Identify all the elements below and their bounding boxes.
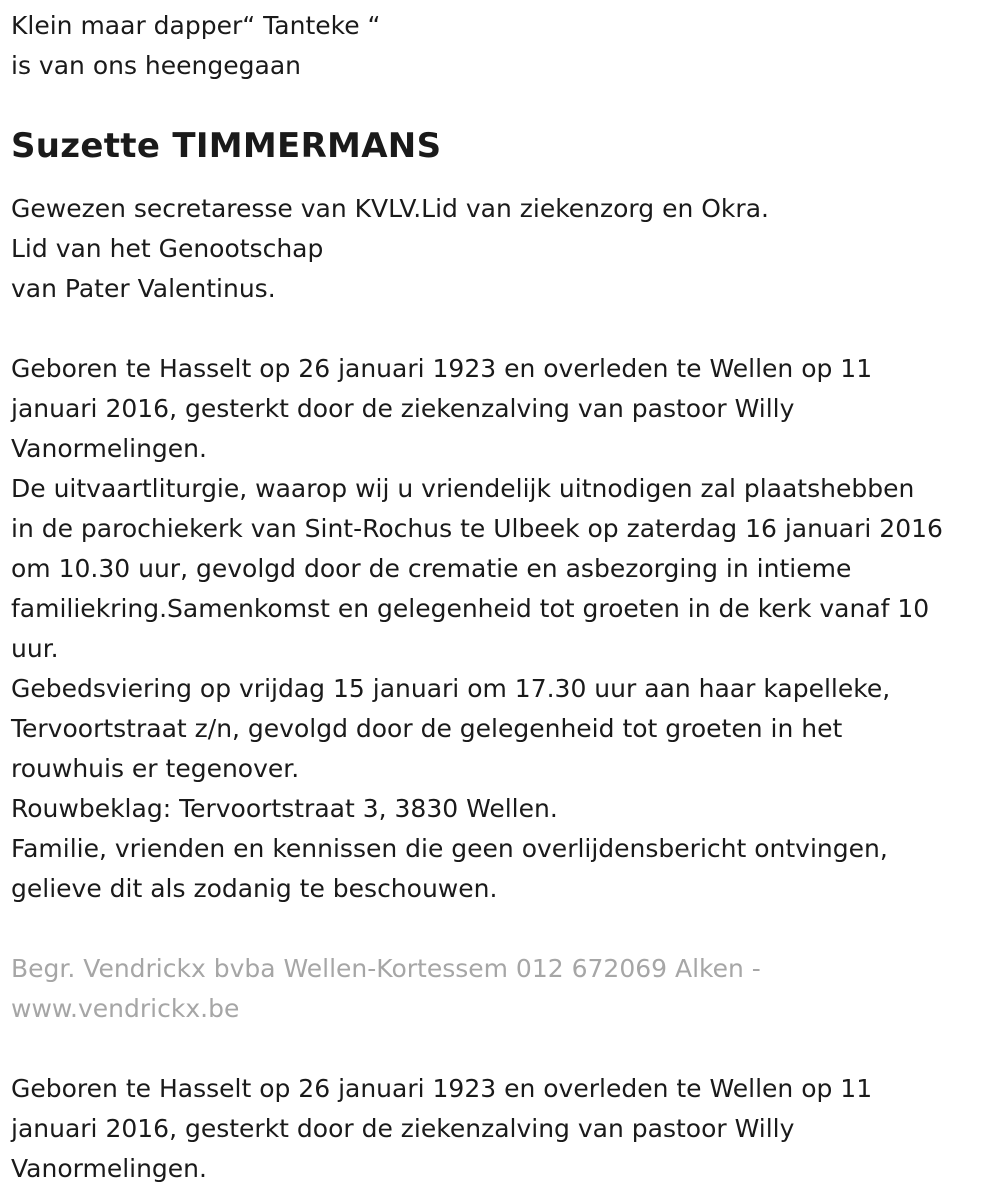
- funeral-home-section: [11, 949, 1000, 1029]
- repeat-line: Vanormelingen.: [11, 1153, 207, 1183]
- roles-section: [11, 189, 1000, 309]
- body-line: Geboren te Hasselt op 26 januari 1923 en overleden te Wellen op 11: [11, 353, 873, 383]
- role-line: van Pater Valentinus.: [11, 273, 276, 303]
- intro-section: [11, 6, 1000, 86]
- role-line: Gewezen secretaresse van KVLV.Lid van ziekenzorg en Okra.: [11, 193, 769, 223]
- repeat-line: Geboren te Hasselt op 26 januari 1923 en overleden te Wellen op 11: [11, 1073, 873, 1103]
- body-line: uur.: [11, 633, 59, 663]
- body-line: Tervoortstraat z/n, gevolgd door de gelegenheid tot groeten in het: [11, 713, 843, 743]
- body-line: rouwhuis er tegenover.: [11, 753, 300, 783]
- spacer: [11, 1029, 1000, 1069]
- body-line: Gebedsviering op vrijdag 15 januari om 17.30 uur aan haar kapelleke,: [11, 673, 891, 703]
- body-section: [11, 349, 1000, 909]
- body-line: in de parochiekerk van Sint-Rochus te Ulbeek op zaterdag 16 januari 2016: [11, 513, 943, 543]
- funeral-home-website: www.vendrickx.be: [11, 993, 240, 1023]
- spacer: [11, 909, 1000, 949]
- body-line: januari 2016, gesterkt door de ziekenzalving van pastoor Willy: [11, 393, 795, 423]
- intro-line: is van ons heengegaan: [11, 51, 301, 80]
- funeral-home-line: Begr. Vendrickx bvba Wellen-Kortessem 012 672069 Alken -: [11, 953, 761, 983]
- body-line: Vanormelingen.: [11, 433, 207, 463]
- body-line: gelieve dit als zodanig te beschouwen.: [11, 873, 498, 903]
- body-line: om 10.30 uur, gevolgd door de crematie en asbezorging in intieme: [11, 553, 852, 583]
- body-line: Familie, vrienden en kennissen die geen overlijdensbericht ontvingen,: [11, 833, 888, 863]
- deceased-name: Suzette TIMMERMANS: [11, 126, 442, 166]
- intro-line: Klein maar dapper“ Tanteke “: [11, 11, 381, 40]
- spacer: [11, 309, 1000, 349]
- role-line: Lid van het Genootschap: [11, 233, 324, 263]
- repeat-line: januari 2016, gesterkt door de ziekenzalving van pastoor Willy: [11, 1113, 795, 1143]
- body-line: Rouwbeklag: Tervoortstraat 3, 3830 Wellen.: [11, 793, 558, 823]
- repeat-section: [11, 1069, 1000, 1189]
- body-line: De uitvaartliturgie, waarop wij u vriendelijk uitnodigen zal plaatshebben: [11, 473, 915, 503]
- body-line: familiekring.Samenkomst en gelegenheid tot groeten in de kerk vanaf 10: [11, 593, 930, 623]
